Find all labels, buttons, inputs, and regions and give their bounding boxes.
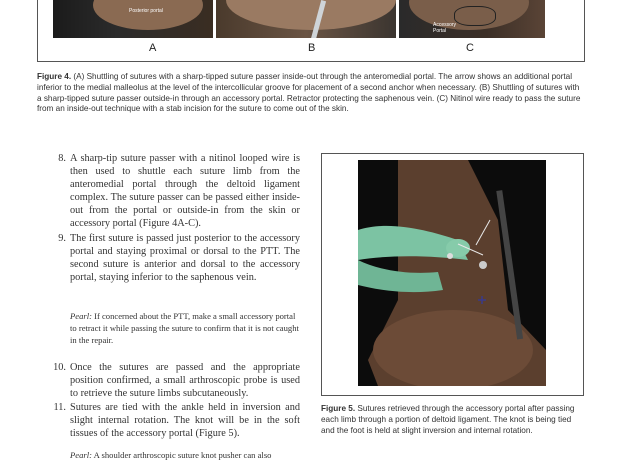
figure-4b-photo: [216, 0, 396, 38]
figure-5-photo: [358, 160, 546, 386]
figure-4-letter-c: C: [466, 42, 474, 54]
panel-a-label: Posterior portal: [129, 8, 163, 14]
list-item-number: 9.: [58, 233, 66, 244]
list-item-text: The first suture is passed just posterior to the accessory portal and staying proximal or dorsal to the PTT. The second suture is anterior and dorsal to the accessory portal, staying inferior to the saphenous vein.: [70, 233, 300, 283]
figure-5-caption: [321, 404, 584, 436]
list-item-number: 10.: [53, 362, 66, 373]
figure-4-letter-b: B: [308, 42, 316, 54]
figure-4-letter-a: A: [149, 42, 157, 54]
list-item-number: 11.: [53, 402, 66, 413]
pearl-text: If concerned about the PTT, make a small accessory portal to retract it while passing the suture to confirm that it is not caught in the repair.: [70, 311, 299, 345]
panel-c-label: Accessory Portal: [433, 22, 457, 34]
figure-4-caption-text: (A) Shuttling of sutures with a sharp-tipped suture passer inside-out through the anteromedial portal. The arrow shows an additional portal inferior to the medial malleolus at the level of the intercollicular groove for placement of a second anchor when necessary. (B) Shuttling of sutures with a sharp-tipped suture passer outside-in through an accessory portal. Retractor protecting the saphenous vein. (C) Nitinol wire ready to pass the suture from an inside-out technique with a stab incision for the suture to come out of the skin.: [37, 72, 581, 114]
list-item-text: Once the sutures are passed and the appropriate position confirmed, a small arthroscopic probe is used to retrieve the suture limbs subcutaneously.: [70, 362, 300, 399]
pearl-text: A shoulder arthroscopic suture knot pusher can also: [93, 450, 272, 460]
pearl-note-2: [70, 449, 302, 461]
list-item-number: 8.: [58, 153, 66, 164]
figure-4-caption-title: Figure 4.: [37, 72, 72, 81]
pearl-note-1: [70, 310, 302, 346]
pearl-label: Pearl:: [70, 311, 92, 321]
figure-5-caption-title: Figure 5.: [321, 404, 356, 413]
figure-4c-photo: [399, 0, 545, 38]
figure-5-illustration: [358, 160, 546, 386]
list-item-text: A sharp-tip suture passer with a nitinol looped wire is then used to shuttle each suture limb from the anteromedial portal through the deltoid ligament complex. The suture passer can be passed either inside-out from the portal or outside-in from the skin or accessory portal (Figure 4A-C).: [70, 153, 300, 229]
figure-4a-photo: [53, 0, 213, 38]
list-item-text: Sutures are tied with the ankle held in inversion and slight internal rotation. The knot will be in the soft tissues of the accessory portal (Figure 5).: [70, 402, 300, 439]
figure-5-caption-text: Sutures retrieved through the accessory portal after passing each limb through a portion of deltoid ligament. The knot is being tied and the foot is held at slight inversion and internal rotation.: [321, 404, 575, 435]
pearl-label: Pearl:: [70, 450, 92, 460]
figure-4-caption: [37, 72, 585, 115]
